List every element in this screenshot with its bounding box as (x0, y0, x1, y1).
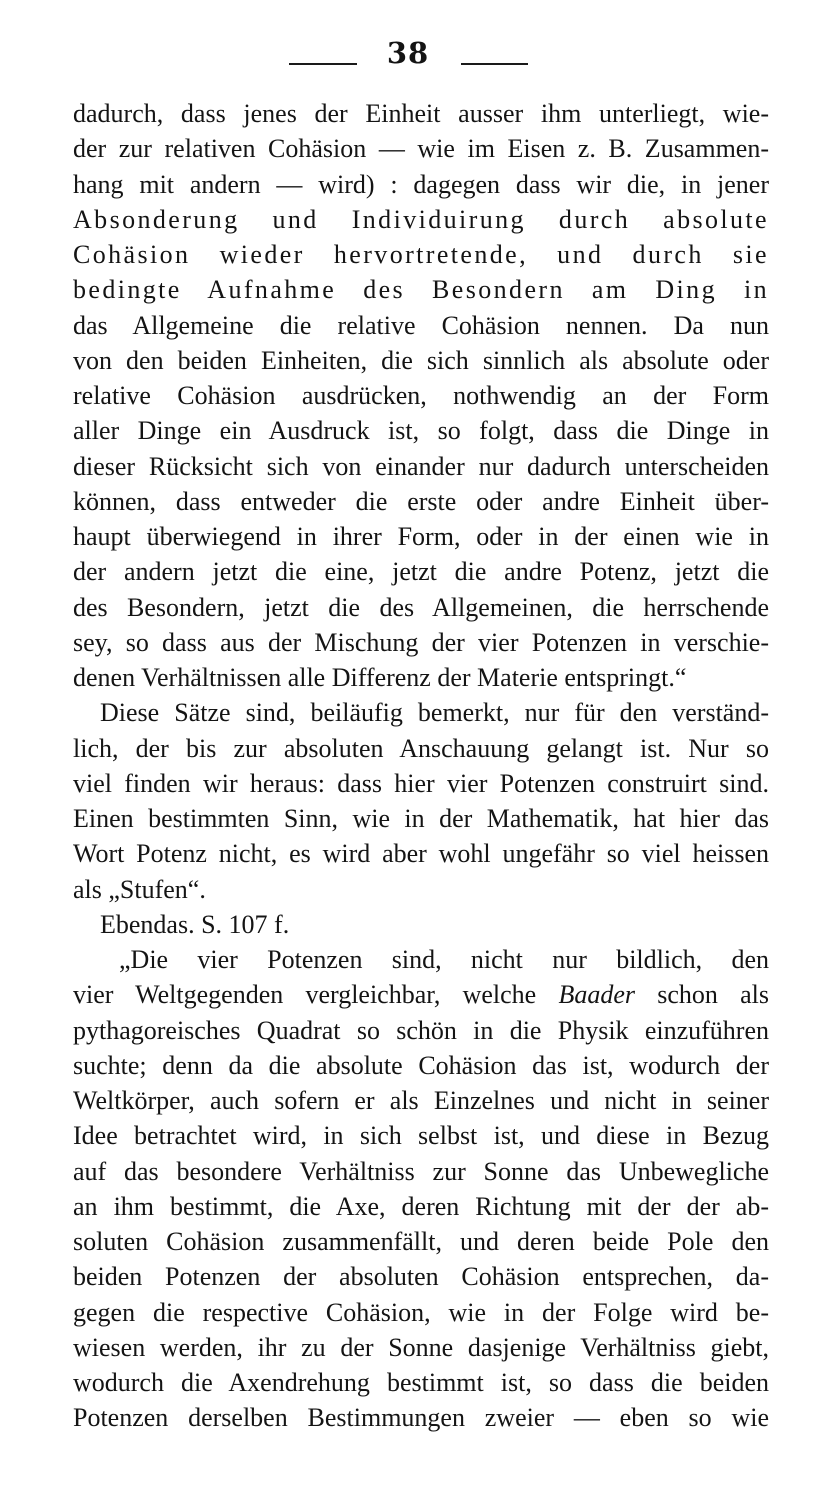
text-line: dieser Rücksicht sich von einander nur dadurch unterscheiden (73, 451, 769, 481)
italic-name: Baader (558, 980, 635, 1010)
text-line: Wort Potenz nicht, es wird aber wohl ungefähr so viel heissen (73, 839, 769, 869)
text-line: als „Stufen“. (73, 874, 206, 904)
text-line: viel finden wir heraus: dass hier vier Potenzen construirt sind. (73, 768, 769, 798)
text-line: bedingte Aufnahme des Besondern am Ding in (73, 275, 769, 305)
text-line: aller Dinge ein Ausdruck ist, so folgt, dass die Dinge in (73, 416, 769, 446)
text-line: Idee betrachtet wird, in sich selbst ist, und diese in Bezug (73, 1121, 769, 1151)
text-line: gegen die respective Cohäsion, wie in der Folge wird be- (73, 1297, 769, 1327)
text-line: auf das besondere Verhältniss zur Sonne das Unbewegliche (73, 1156, 769, 1186)
page-number: 38 (386, 36, 430, 70)
text-line: Potenzen derselben Bestimmungen zweier — eben so wie (73, 1403, 769, 1433)
text-line: Einen bestimmten Sinn, wie in der Mathematik, hat hier das (73, 804, 769, 833)
text-line: pythagoreisches Quadrat so schön in die Physik einzuführen (73, 1015, 769, 1045)
text-line: hang mit andern — wird) : dagegen dass wir die, in jener (73, 169, 769, 199)
text-line: Weltkörper, auch sofern er als Einzelnes und nicht in seiner (73, 1086, 769, 1115)
citation-line: Ebendas. S. 107 f. (100, 909, 290, 939)
header-rule-right (461, 63, 528, 65)
text-line: lich, der bis zur absoluten Anschauung gelangt ist. Nur so (73, 733, 769, 763)
text-line: relative Cohäsion ausdrücken, nothwendig an der Form (73, 381, 769, 410)
text-line: beiden Potenzen der absoluten Cohäsion entsprechen, da- (73, 1262, 769, 1292)
header-rule-left (289, 63, 357, 65)
text-line: denen Verhältnissen alle Differenz der Materie entspringt.“ (73, 663, 687, 692)
text-line: der zur relativen Cohäsion — wie im Eisen z. B. Zusammen- (73, 134, 769, 164)
body-text (73, 96, 769, 1436)
text-line: haupt überwiegend in ihrer Form, oder in der einen wie in (73, 522, 769, 551)
text-line: Cohäsion wieder hervortretende, und durch sie (73, 240, 769, 269)
quote-start-line: „Die vier Potenzen sind, nicht nur bildlich, den (119, 945, 769, 974)
text-line: dadurch, dass jenes der Einheit ausser ihm unterliegt, wie- (73, 99, 769, 128)
text-line: vier Weltgegenden vergleichbar, welche Baader schon als (73, 980, 769, 1010)
text-line: des Besondern, jetzt die des Allgemeinen, die herrschende (73, 592, 769, 622)
text-line: soluten Cohäsion zusammenfällt, und deren beide Pole den (73, 1227, 769, 1256)
page-header (0, 36, 830, 80)
text-line: an ihm bestimmt, die Axe, deren Richtung mit der der ab- (73, 1191, 769, 1221)
paragraph-start-line: Diese Sätze sind, beiläufig bemerkt, nur für den verständ- (100, 698, 769, 728)
text-line: wiesen werden, ihr zu der Sonne dasjenige Verhältniss giebt, (73, 1332, 769, 1362)
text-line: sey, so dass aus der Mischung der vier Potenzen in verschie- (73, 627, 769, 657)
text-line: wodurch die Axendrehung bestimmt ist, so dass die beiden (73, 1368, 769, 1397)
text-line: suchte; denn da die absolute Cohäsion das ist, wodurch der (73, 1050, 769, 1080)
text-line: das Allgemeine die relative Cohäsion nennen. Da nun (73, 310, 769, 340)
text-line: können, dass entweder die erste oder andre Einheit über- (73, 486, 769, 516)
text-line: der andern jetzt die eine, jetzt die andre Potenz, jetzt die (73, 557, 769, 587)
text-line: Absonderung und Individuirung durch absolute (73, 204, 769, 234)
text-line: von den beiden Einheiten, die sich sinnlich als absolute oder (73, 345, 769, 375)
